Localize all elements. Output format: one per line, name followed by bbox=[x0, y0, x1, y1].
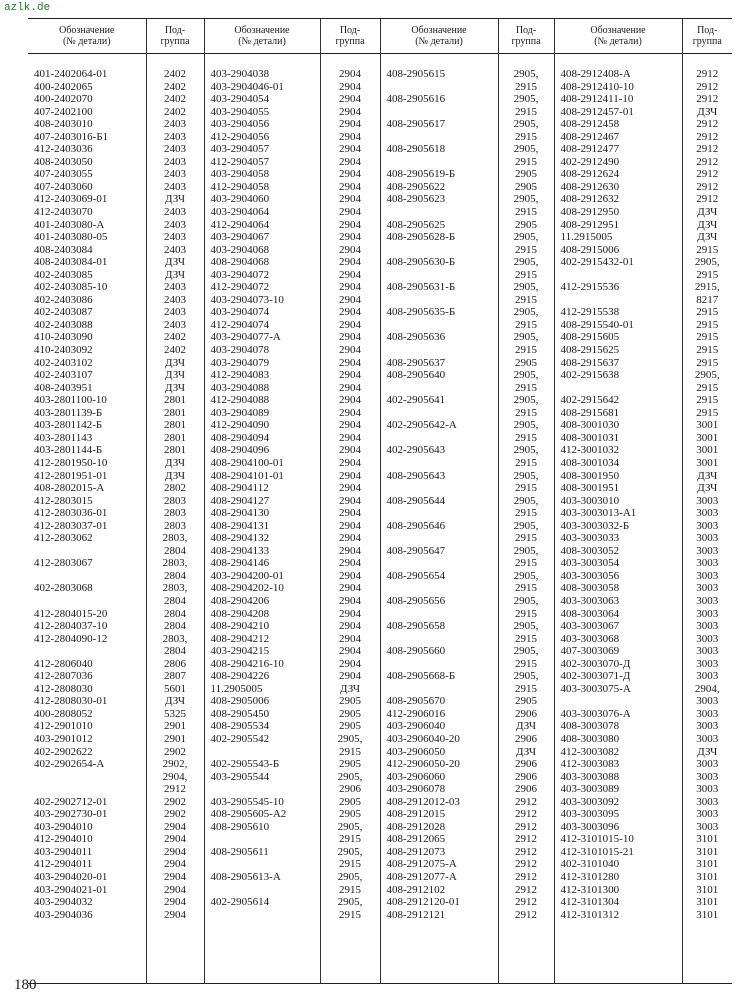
header-row bbox=[28, 19, 732, 54]
col-header-designation: Обозначение (№ детали) bbox=[554, 19, 682, 54]
parts-index-table bbox=[28, 18, 732, 984]
col-header-subgroup: Под- группа bbox=[498, 19, 554, 54]
column-2-designations: 403-2904038 403-2904046-01 403-2904054 403-2904055 403-2904056 412-2904056 403-2904057 412-2904057 403-2904058 412-2904058 403-2904060 403-2904064 412-2904064 403-2904067 403-2904068 408-2904068 403-2904072 412-2904072 403-2904073-10 403-2904074 412-2904074 403-2904077-А 403-2904078 403-2904079 412-2904083 403-2904088 412-2904088 403-2904089 412-2904090 408-2904094 408-2904096 408-2904100-01 408-2904101-01 408-2904112 408-2904127 408-2904130 408-2904131 408-2904132 408-2904133 408-2904146 403-2904200-01 408-2904202-10 408-2904206 408-2904208 408-2904210 408-2904212 403-2904215 408-2904216-10 408-2904226 11.2905005 408-2905006 408-2905450 408-2905534 402-2905542 402-2905543-Б 403-2905544 403-2905545-10 408-2905605-А2 408-2905610 408-2905611 408-2905613-А 402-2905614 bbox=[204, 68, 320, 984]
col-header-subgroup: Под- группа bbox=[320, 19, 380, 54]
column-1-subgroups: 2402 2402 2402 2402 2403 2403 2403 2403 2403 2403 ДЗЧ 2403 2403 2403 2403 ДЗЧ ДЗЧ 2403 2403 2403 2403 2402 2402 ДЗЧ ДЗЧ ДЗЧ 2801 2801 2801 2801 2801 ДЗЧ ДЗЧ 2802 2803 2803 2803 2803, 2804 2803, 2804 2803, 2804 2804 2804 2803, 2804 2806 2807 5601 ДЗЧ 5325 2901 2901 2902 2902, 2904, 2912 2902 2902 2904 2904 2904 2904 2904 2904 2904 2904 bbox=[146, 68, 204, 984]
watermark: azlk.de bbox=[4, 2, 51, 14]
column-2-subgroups: 2904 2904 2904 2904 2904 2904 2904 2904 2904 2904 2904 2904 2904 2904 2904 2904 2904 2904 2904 2904 2904 2904 2904 2904 2904 2904 2904 2904 2904 2904 2904 2904 2904 2904 2904 2904 2904 2904 2904 2904 2904 2904 2904 2904 2904 2904 2904 2904 2904 ДЗЧ 2905 2905 2905 2905, 2915 2905 2905, 2906 2905 2905 2905, 2915 2905, 2915 2905, 2915 2905, 2915 bbox=[320, 68, 380, 984]
col-header-subgroup: Под- группа bbox=[682, 19, 732, 54]
col-header-subgroup: Под- группа bbox=[146, 19, 204, 54]
page-number: 180 bbox=[14, 977, 37, 993]
column-1-designations: 401-2402064-01 400-2402065 400-2402070 407-2402100 408-2403010 407-2403016-Б1 412-2403036 408-2403050 407-2403055 407-2403060 412-2403069-01 412-2403070 401-2403080-А 401-2403080-05 408-2403084 408-2403084-01 402-2403085 402-2403085-10 402-2403086 402-2403087 402-2403088 410-2403090 410-2403092 402-2403102 402-2403107 408-2403951 403-2801100-10 403-2801139-Б 403-2801142-Б 403-2801143 403-2801144-Б 412-2801950-10 412-2801951-01 408-2802015-А 412-2803015 412-2803036-01 412-2803037-01 412-2803062 412-2803067 402-2803068 412-2804015-20 412-2804037-10 412-2804090-12 412-2806040 412-2807036 412-2808030 412-2808030-01 400-2808052 412-2901010 403-2901012 402-2902622 402-2902654-А 402-2902712-01 403-2902730-01 403-2904010 412-2904010 403-2904011 412-2904011 403-2904020-01 403-2904021-01 403-2904032 403-2904036 bbox=[28, 68, 146, 984]
col-header-designation: Обозначение (№ детали) bbox=[28, 19, 146, 54]
column-4-subgroups: 2912 2912 2912 ДЗЧ 2912 2912 2912 2912 2912 2912 2912 ДЗЧ ДЗЧ ДЗЧ 2915 2905, 2915 2915, 8217 2915 2915 2915 2915 2915 2905, 2915 2915 2915 3001 3001 3001 3001 ДЗЧ ДЗЧ 3003 3003 3003 3003 3003 3003 3003 3003 3003 3003 3003 3003 3003 3003 3003 2904, 3003 3003 3003 3003 ДЗЧ 3003 3003 3003 3003 3003 3003 3101 3101 3101 3101 3101 3101 3101 bbox=[682, 68, 732, 984]
column-3-designations: 408-2905615 408-2905616 408-2905617 408-2905618 408-2905619-Б 408-2905622 408-2905623 408-2905625 408-2905628-Б 408-2905630-Б 408-2905631-Б 408-2905635-Б 408-2905636 408-2905637 408-2905640 402-2905641 402-2905642-А 402-2905643 408-2905643 408-2905644 408-2905646 408-2905647 408-2905654 408-2905656 408-2905658 408-2905660 408-2905668-Б 408-2905670 412-2906016 403-2906040 403-2906040-20 403-2906050 412-2906050-20 403-2906060 403-2906078 408-2912012-03 408-2912015 408-2912028 408-2912065 408-2912073 408-2912075-А 408-2912077-А 408-2912102 408-2912120-01 408-2912121 bbox=[380, 68, 498, 984]
col-header-designation: Обозначение (№ детали) bbox=[204, 19, 320, 54]
column-3-subgroups: 2905, 2915 2905, 2915 2905, 2915 2905, 2915 2905 2905 2905, 2915 2905 2905, 2915 2905, 2915 2905, 2915 2905, 2915 2905, 2915 2905 2905, 2915 2905, 2915 2905, 2915 2905, 2915 2905, 2915 2905, 2915 2905, 2915 2905, 2915 2905, 2915 2905, 2915 2905, 2915 2905, 2915 2905, 2915 2905 2906 ДЗЧ 2906 ДЗЧ 2906 2906 2906 2912 2912 2912 2912 2912 2912 2912 2912 2912 2912 bbox=[498, 68, 554, 984]
column-4-designations: 408-2912408-А 408-2912410-10 408-2912411-10 408-2912457-01 408-2912458 408-2912467 408-2912477 402-2912490 408-2912624 408-2912630 408-2912632 408-2912950 408-2912951 11.2915005 408-2915006 402-2915432-01 412-2915536 412-2915538 408-2915540-01 408-2915605 408-2915625 408-2915637 402-2915638 402-2915642 408-2915681 408-3001030 408-3001031 412-3001032 408-3001034 408-3001950 408-3001951 403-3003010 403-3003013-А1 403-3003032-Б 403-3003033 408-3003052 403-3003054 403-3003056 408-3003058 403-3003063 408-3003064 403-3003067 403-3003068 407-3003069 402-3003070-Д 402-3003071-Д 403-3003075-А 403-3003076-А 408-3003078 408-3003080 412-3003082 412-3003083 403-3003088 403-3003089 403-3003092 403-3003095 403-3003096 412-3101015-10 412-3101015-21 402-3101040 412-3101280 412-3101300 412-3101304 412-3101312 bbox=[554, 68, 682, 984]
col-header-designation: Обозначение (№ детали) bbox=[380, 19, 498, 54]
